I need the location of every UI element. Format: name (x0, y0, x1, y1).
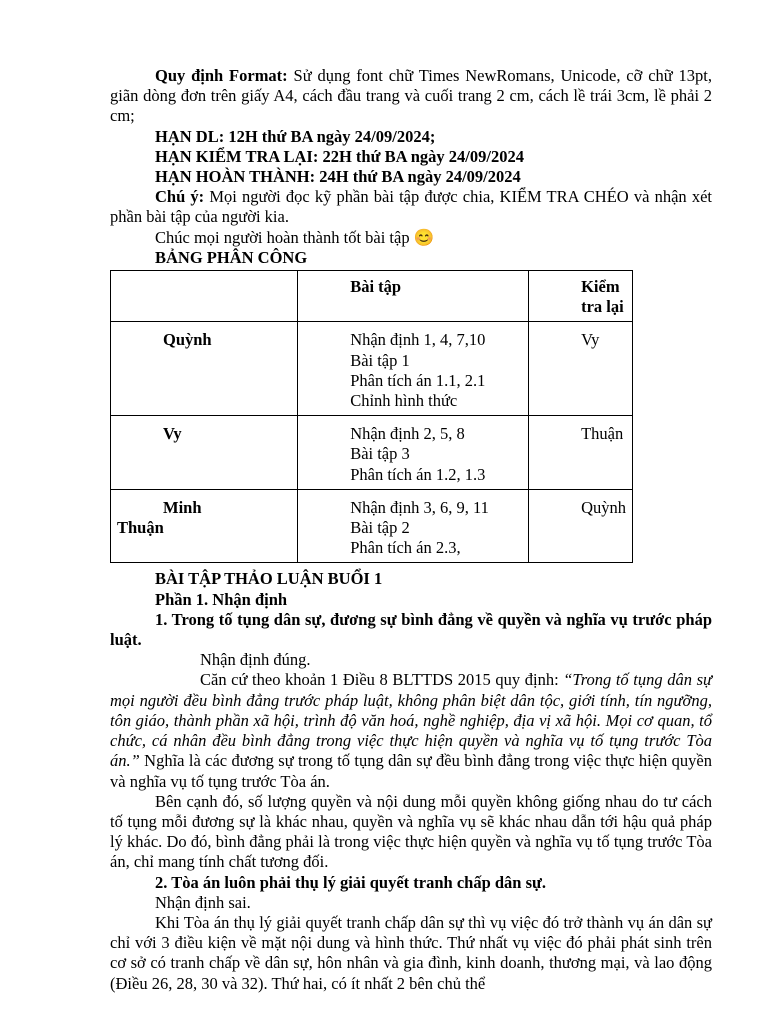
task-item: Chỉnh hình thức (350, 391, 458, 411)
wish-line: Chúc mọi người hoàn thành tốt bài tập 😊 (155, 227, 435, 247)
format-label: Quy định Format: (155, 66, 288, 85)
format-rule (110, 66, 712, 127)
task-item: Phân tích án 1.1, 2.1 (350, 370, 486, 390)
table-row (111, 416, 633, 490)
question-2-paragraph: Khi Tòa án thụ lý giải quyết tranh chấp dân sự thì vụ việc đó trở thành vụ án dân sự chỉ với 3 điều kiện về mặt nội dung và hình thức. Thứ nhất vụ việc đó phải phát sinh trên cơ sở có tranh chấp về dân sự, hôn nhân và gia đình, kinh doanh, thương mại, và lao động (Điều 26, 28, 30 và 32). Thứ hai, có ít nhất 2 bên chủ thể (110, 912, 712, 993)
note-text: Mọi người đọc kỹ phần bài tập được chia, KIỂM TRA CHÉO và nhận xét phần bài tập của người kia. (110, 187, 712, 227)
assignment-table (110, 270, 633, 563)
question-1-basis (110, 670, 712, 791)
task-cell (298, 322, 529, 416)
question-2-answer: Nhận định sai. (155, 892, 251, 912)
format-text: Sử dụng font chữ Times NewRomans, Unicode, cỡ chữ 13pt, giãn dòng đơn trên giấy A4, cách đầu trang và cuối trang 2 cm, cách lề trái 3cm, lề phải 2 cm; (110, 66, 712, 126)
question-1-title: 1. Trong tố tụng dân sự, đương sự bình đẳng về quyền và nghĩa vụ trước pháp luật. (110, 609, 712, 650)
legal-quote: “Trong tố tụng dân sự mọi người đều bình đẳng trước pháp luật, không phân biệt dân tộc, giới tính, tín ngưỡng, tôn giáo, thành phần xã hội, trình độ văn hoá, nghề nghiệp, địa vị xã hội. Mọi cơ quan, tổ chức, cá nhân đều bình đẳng trong việc thực hiện quyền và nghĩa vụ tố tụng trước Tòa án.” (110, 670, 712, 771)
question-1-paragraph-2: Bên cạnh đó, số lượng quyền và nội dung mỗi quyền không giống nhau do tư cách tố tụng mỗi đương sự là khác nhau, quyền và nghĩa vụ sẽ khác nhau dẫn tới hậu quả pháp lý khác. Do đó, bình đẳng phải là trong việc thực hiện quyền và nghĩa vụ tố tụng trước Tòa án, chỉ mang tính chất tương đối. (110, 791, 712, 872)
checker-cell: Vy (529, 322, 633, 416)
question-2-title: 2. Tòa án luôn phải thụ lý giải quyết tranh chấp dân sự. (155, 872, 547, 892)
deadline-complete: HẠN HOÀN THÀNH: 24H thứ BA ngày 24/09/2024 (155, 167, 521, 187)
table-header-row (111, 271, 633, 322)
member-name: Quỳnh (111, 322, 298, 416)
member-name (111, 489, 298, 563)
note-label: Chú ý: (155, 187, 205, 207)
deadline-draft: HẠN DL: 12H thứ BA ngày 24/09/2024; (155, 126, 436, 146)
task-item: Nhận định 2, 5, 8 (350, 424, 465, 444)
task-item: Phân tích án 2.3, (350, 538, 461, 558)
task-cell (298, 416, 529, 490)
task-item: Nhận định 1, 4, 7,10 (350, 330, 486, 350)
document-page (110, 66, 712, 994)
exercise-title: BÀI TẬP THẢO LUẬN BUỔI 1 (155, 569, 383, 589)
task-item: Phân tích án 1.2, 1.3 (350, 464, 486, 484)
task-item: Bài tập 3 (350, 444, 410, 464)
member-name-line1: Minh (163, 497, 202, 517)
question-1-answer: Nhận định đúng. (200, 650, 311, 670)
member-name-line2: Thuận (117, 518, 164, 538)
table-row (111, 322, 633, 416)
basis-intro: Căn cứ theo khoản 1 Điều 8 BLTTDS 2015 quy định: (200, 670, 564, 690)
task-item: Bài tập 2 (350, 518, 410, 538)
part1-title: Phần 1. Nhận định (155, 589, 288, 609)
header-cell-checker: Kiểm tra lại (529, 271, 633, 322)
note-paragraph (110, 187, 712, 227)
member-name: Vy (111, 416, 298, 490)
task-item: Bài tập 1 (350, 350, 410, 370)
deadline-review: HẠN KIỂM TRA LẠI: 22H thứ BA ngày 24/09/2024 (155, 146, 524, 166)
checker-cell: Thuận (529, 416, 633, 490)
task-cell (298, 489, 529, 563)
checker-cell: Quỳnh (529, 489, 633, 563)
table-title: BẢNG PHÂN CÔNG (155, 247, 308, 267)
header-cell-empty (111, 271, 298, 322)
task-item: Nhận định 3, 6, 9, 11 (350, 497, 489, 517)
header-cell-tasks: Bài tập (298, 271, 529, 322)
table-row (111, 489, 633, 563)
basis-conclusion: Nghĩa là các đương sự trong tố tụng dân sự đều bình đẳng trong việc thực hiện quyền và nghĩa vụ tố tụng trước Tòa án. (110, 751, 712, 791)
